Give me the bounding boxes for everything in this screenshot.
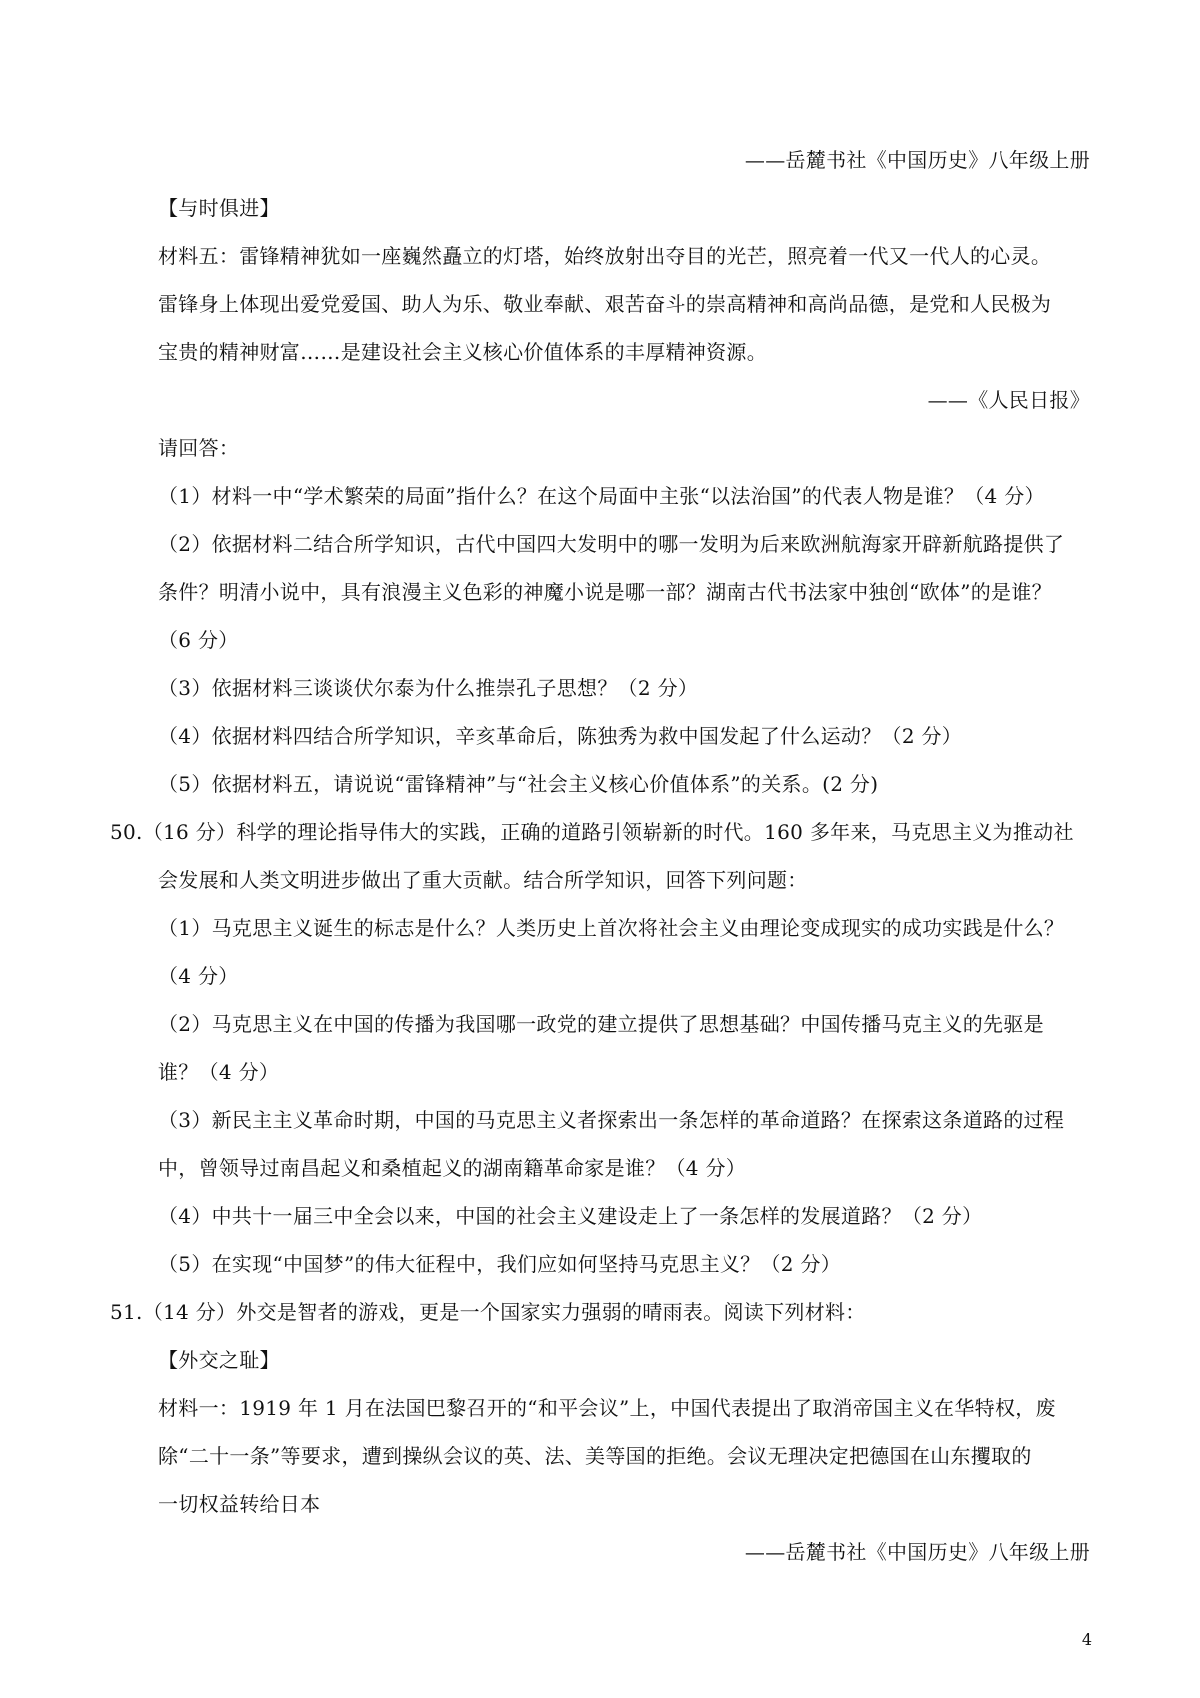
section-heading: 【与时俱进】 [158,196,280,220]
material-text: 一切权益转给日本 [158,1492,321,1516]
section-heading: 【外交之耻】 [158,1348,280,1372]
question-text: （4 分） [158,964,239,988]
question-text: （3）新民主主义革命时期，中国的马克思主义者探索出一条怎样的革命道路？在探索这条道路的过程 [158,1108,1065,1132]
page-number: 4 [1081,1630,1092,1649]
question-text: 中，曾领导过南昌起义和桑植起义的湖南籍革命家是谁？（4 分） [158,1156,747,1180]
question-50-stem: 会发展和人类文明进步做出了重大贡献。结合所学知识，回答下列问题： [158,868,808,892]
material-text: 材料一：1919 年 1 月在法国巴黎召开的“和平会议”上，中国代表提出了取消帝国主义在华特权，废 [158,1396,1056,1420]
source-citation: ——岳麓书社《中国历史》八年级上册 [744,1540,1090,1564]
question-text: （5）依据材料五，请说说“雷锋精神”与“社会主义核心价值体系”的关系。(2 分) [158,772,879,796]
material-text: 材料五：雷锋精神犹如一座巍然矗立的灯塔，始终放射出夺目的光芒，照亮着一代又一代人的心灵。 [158,244,1052,268]
question-text: （6 分） [158,628,239,652]
source-citation: ——岳麓书社《中国历史》八年级上册 [744,148,1090,172]
source-citation: ——《人民日报》 [927,388,1090,412]
material-text: 雷锋身上体现出爱党爱国、助人为乐、敬业奉献、艰苦奋斗的崇高精神和高尚品德，是党和人民极为 [158,292,1052,316]
question-text: （5）在实现“中国梦”的伟大征程中，我们应如何坚持马克思主义？（2 分） [158,1252,842,1276]
question-51-stem: 51.（14 分）外交是智者的游戏，更是一个国家实力强弱的晴雨表。阅读下列材料： [110,1300,866,1324]
question-text: （1）材料一中“学术繁荣的局面”指什么？在这个局面中主张“以法治国”的代表人物是谁？（4 分） [158,484,1045,508]
question-50-stem: 50.（16 分）科学的理论指导伟大的实践，正确的道路引领崭新的时代。160 多年来，马克思主义为推动社 [110,820,1074,844]
question-text: （2）依据材料二结合所学知识，古代中国四大发明中的哪一发明为后来欧洲航海家开辟新航路提供了 [158,532,1065,556]
question-text: （2）马克思主义在中国的传播为我国哪一政党的建立提供了思想基础？中国传播马克主义的先驱是 [158,1012,1044,1036]
question-text: （4）依据材料四结合所学知识，辛亥革命后，陈独秀为救中国发起了什么运动？（2 分） [158,724,963,748]
question-text: （1）马克思主义诞生的标志是什么？人类历史上首次将社会主义由理论变成现实的成功实践是什么？ [158,916,1065,940]
question-text: 谁？（4 分） [158,1060,280,1084]
instruction-text: 请回答： [158,436,240,460]
question-text: （3）依据材料三谈谈伏尔泰为什么推崇孔子思想？（2 分） [158,676,699,700]
question-text: 条件？明清小说中，具有浪漫主义色彩的神魔小说是哪一部？湖南古代书法家中独创“欧体”的是谁？ [158,580,1052,604]
question-text: （4）中共十一届三中全会以来，中国的社会主义建设走上了一条怎样的发展道路？（2 分） [158,1204,983,1228]
material-text: 除“二十一条”等要求，遭到操纵会议的英、法、美等国的拒绝。会议无理决定把德国在山东攫取的 [158,1444,1032,1468]
material-text: 宝贵的精神财富……是建设社会主义核心价值体系的丰厚精神资源。 [158,340,767,364]
